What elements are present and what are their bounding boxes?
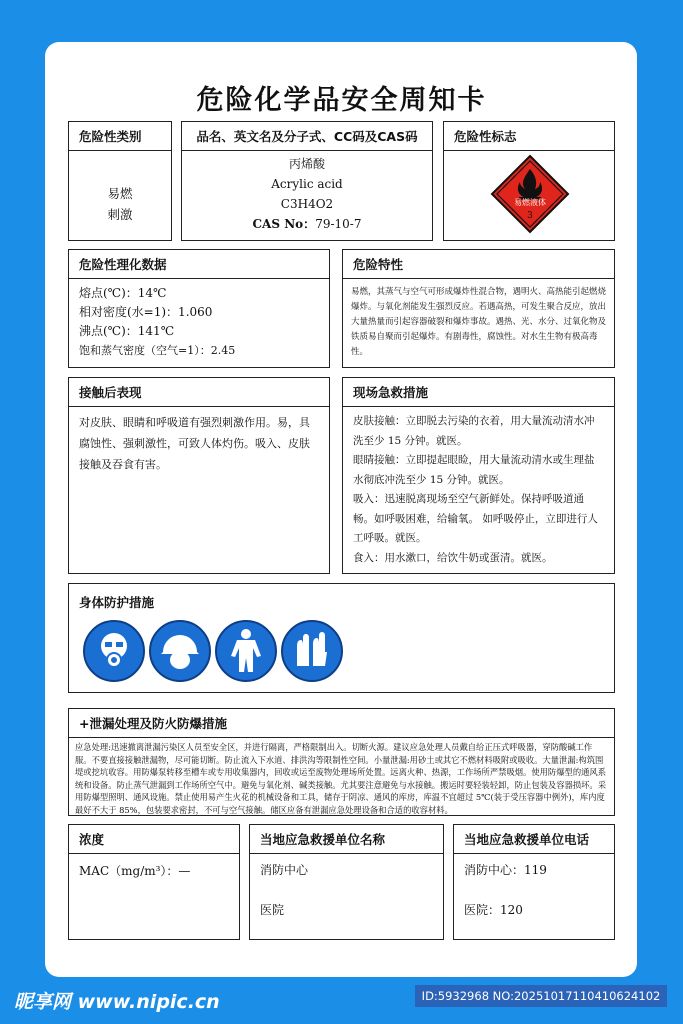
product-box [181, 121, 433, 241]
image-id-badge: ID:5932968 NO:20251017110410624102 [415, 985, 667, 1007]
ppe-box [68, 583, 615, 693]
watermark-logo: 昵享网 www.nipic.cn [14, 991, 220, 1013]
phys-chem-header: 危险性理化数据 [69, 250, 329, 279]
hazard-class-header: 危险性类别 [69, 122, 171, 151]
hazard-props-header: 危险特性 [343, 250, 614, 279]
boiling-point: 沸点(℃)：141℃ [79, 324, 175, 338]
flammable-liquid-icon [489, 153, 571, 235]
hazard-class-item: 刺激 [107, 207, 133, 222]
protective-suit-icon [215, 620, 277, 682]
product-cn-name: 丙烯酸 [288, 157, 325, 171]
concentration-header: 浓度 [69, 825, 239, 854]
exposure-text: 对皮肤、眼睛和呼吸道有强烈刺激作用。易，具腐蚀性、强刺激性，可致人体灼伤。吸入、皮肤接触及吞食有害。 [79, 416, 310, 471]
leak-header: +泄漏处理及防火防爆措施 [69, 709, 614, 738]
phys-chem-box [68, 249, 330, 368]
exposure-box [68, 377, 330, 574]
rescue-unit-hospital: 医院 [260, 903, 285, 917]
hazard-sign-box [443, 121, 615, 241]
page-title: 危险化学品安全周知卡 [196, 85, 487, 116]
rescue-phone-header: 当地应急救援单位电话 [454, 825, 614, 854]
hazard-sign-label: 易燃液体 [514, 198, 546, 207]
concentration-value: MAC（mg/m³）：— [79, 864, 191, 878]
rescue-unit-header: 当地应急救援单位名称 [250, 825, 443, 854]
hazard-sign-header: 危险性标志 [444, 122, 614, 151]
first-aid-skin: 皮肤接触：立即脱去污染的衣着，用大量流动清水冲洗至少 15 分钟。就医。 [353, 415, 595, 447]
exposure-header: 接触后表现 [69, 378, 329, 407]
first-aid-ingest: 食入：用水漱口，给饮牛奶或蛋清。就医。 [353, 551, 553, 564]
rescue-phone-hospital: 医院：120 [464, 903, 523, 917]
first-aid-eyes: 眼睛接触：立即提起眼睑，用大量流动清水或生理盐水彻底冲洗至少 15 分钟。就医。 [353, 454, 595, 486]
rescue-unit-box [249, 824, 444, 940]
gloves-icon [281, 620, 343, 682]
rescue-phone-box [453, 824, 615, 940]
helmet-icon [149, 620, 211, 682]
hazard-class-box [68, 121, 172, 241]
rescue-unit-fire: 消防中心 [260, 863, 309, 877]
product-header: 品名、英文名及分子式、CC码及CAS码 [182, 122, 432, 151]
melting-point: 熔点(℃)：14℃ [79, 286, 167, 300]
gas-mask-icon [83, 620, 145, 682]
product-en-name: Acrylic acid [271, 177, 343, 191]
leak-text: 应急处理:迅速撤离泄漏污染区人员至安全区，并进行隔离，严格限制出入。切断火源。建议应急处理人员戴自给正压式呼吸器，穿防酸碱工作服。不要直接接触泄漏物，尽可能切断。防止流入下水道、排洪沟等限制性空间。小量泄漏:用砂土或其它不燃材料吸附或吸收。大量泄漏:构筑围堤或挖坑收容。用防爆泵转移至槽车或专用收集器内，回收或运至废物处理场所处置。远离火种、热源，工作场所严禁吸烟。使用防爆型的通风系统和设备。防止蒸气泄漏到工作场所空气中。避免与氧化剂、碱类接触。尤其要注意避免与水接触。搬运时要轻装轻卸，防止包装及容器损坏。采用防爆型照明、通风设施。禁止使用易产生火花的机械设备和工具，储存于阴凉、通风的库房，库温不宜超过 5℃(装于受压容器中例外)，库内度最好不大于 85%，包装要求密封，不可与空气接触。储区应备有泄漏应急处理设备和合适的收容材料。 [75, 742, 607, 815]
product-cas: CAS No：79-10-7 [252, 217, 362, 231]
first-aid-box [342, 377, 615, 574]
leak-box [68, 708, 615, 816]
product-formula: C3H4O2 [280, 197, 334, 211]
hazard-sign-class: 3 [527, 211, 533, 221]
first-aid-header: 现场急救措施 [343, 378, 614, 407]
hazard-props-text: 易燃，其蒸气与空气可形成爆炸性混合物，遇明火、高热能引起燃烧爆炸。与氧化剂能发生强烈反应。若遇高热，可发生聚合反应，放出大量热量而引起容器破裂和爆炸事故。遇热、光、水分、过氧化物及铁质易自聚而引起爆炸。有剧毒性，腐蚀性。对水生生物有极高毒性。 [351, 287, 607, 357]
vapor-density: 饱和蒸气密度（空气=1）：2.45 [79, 344, 236, 357]
first-aid-inhale: 吸入：迅速脱离现场至空气新鲜处。保持呼吸道通畅。如呼吸困难，给输氧。 如呼吸停止，立即进行人工呼吸。就医。 [353, 493, 598, 544]
relative-density: 相对密度(水=1)：1.060 [79, 305, 213, 319]
rescue-phone-fire: 消防中心：119 [464, 863, 547, 877]
concentration-box [68, 824, 240, 940]
ppe-header: 身体防护措施 [79, 595, 155, 610]
hazard-props-box [342, 249, 615, 368]
hazard-class-item: 易燃 [107, 186, 133, 201]
